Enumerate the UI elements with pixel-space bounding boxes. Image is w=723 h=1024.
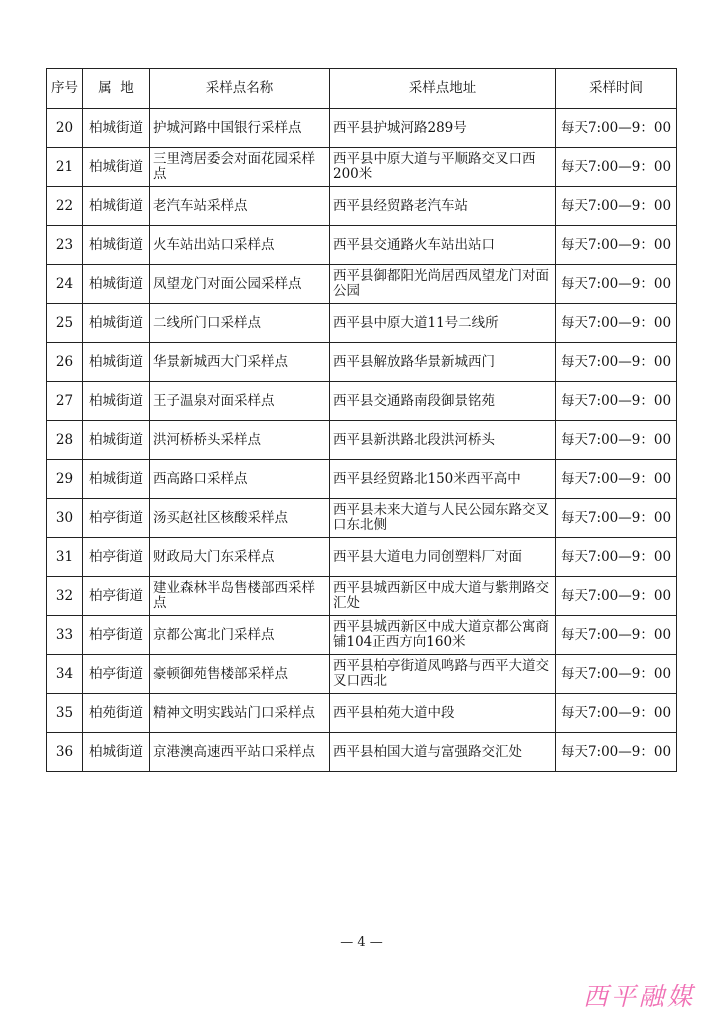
page-number: — 4 — xyxy=(340,935,383,950)
cell-number: 22 xyxy=(47,187,83,226)
cell-number: 31 xyxy=(47,538,83,577)
cell-site-name: 护城河路中国银行采样点 xyxy=(150,109,330,148)
cell-site-address: 西平县经贸路北150米西平高中 xyxy=(330,460,556,499)
cell-site-address: 西平县柏亭街道凤鸣路与西平大道交叉口西北 xyxy=(330,655,556,694)
cell-area: 柏亭街道 xyxy=(83,577,150,616)
table-row xyxy=(47,538,677,577)
sampling-sites-table xyxy=(46,68,677,772)
cell-site-address: 西平县柏国大道与富强路交汇处 xyxy=(330,733,556,772)
cell-area: 柏亭街道 xyxy=(83,499,150,538)
cell-number: 29 xyxy=(47,460,83,499)
cell-site-address: 西平县交通路火车站出站口 xyxy=(330,226,556,265)
cell-sampling-time: 每天7:00—9：00 xyxy=(556,577,677,616)
table-row xyxy=(47,460,677,499)
cell-number: 33 xyxy=(47,616,83,655)
cell-site-name: 京都公寓北门采样点 xyxy=(150,616,330,655)
table-row xyxy=(47,694,677,733)
cell-area: 柏亭街道 xyxy=(83,655,150,694)
header-no: 序号 xyxy=(47,69,83,109)
cell-area: 柏城街道 xyxy=(83,421,150,460)
table-row xyxy=(47,109,677,148)
table-row xyxy=(47,577,677,616)
cell-site-name: 汤买赵社区核酸采样点 xyxy=(150,499,330,538)
cell-sampling-time: 每天7:00—9：00 xyxy=(556,421,677,460)
cell-site-address: 西平县新洪路北段洪河桥头 xyxy=(330,421,556,460)
cell-sampling-time: 每天7:00—9：00 xyxy=(556,343,677,382)
cell-site-address: 西平县御都阳光尚居西凤望龙门对面公园 xyxy=(330,265,556,304)
table-row xyxy=(47,187,677,226)
table-row xyxy=(47,265,677,304)
cell-number: 21 xyxy=(47,148,83,187)
cell-sampling-time: 每天7:00—9：00 xyxy=(556,733,677,772)
cell-site-name: 华景新城西大门采样点 xyxy=(150,343,330,382)
table-row xyxy=(47,226,677,265)
cell-site-address: 西平县大道电力同创塑料厂对面 xyxy=(330,538,556,577)
table-row xyxy=(47,655,677,694)
cell-sampling-time: 每天7:00—9：00 xyxy=(556,460,677,499)
cell-site-address: 西平县未来大道与人民公园东路交叉口东北侧 xyxy=(330,499,556,538)
cell-sampling-time: 每天7:00—9：00 xyxy=(556,616,677,655)
cell-sampling-time: 每天7:00—9：00 xyxy=(556,148,677,187)
cell-sampling-time: 每天7:00—9：00 xyxy=(556,499,677,538)
cell-number: 34 xyxy=(47,655,83,694)
cell-site-address: 西平县解放路华景新城西门 xyxy=(330,343,556,382)
cell-sampling-time: 每天7:00—9：00 xyxy=(556,265,677,304)
header-area: 属 地 xyxy=(83,69,150,109)
cell-area: 柏城街道 xyxy=(83,148,150,187)
table-row xyxy=(47,304,677,343)
cell-sampling-time: 每天7:00—9：00 xyxy=(556,304,677,343)
cell-number: 25 xyxy=(47,304,83,343)
table-row xyxy=(47,499,677,538)
cell-number: 32 xyxy=(47,577,83,616)
cell-sampling-time: 每天7:00—9：00 xyxy=(556,382,677,421)
cell-site-address: 西平县交通路南段御景铭苑 xyxy=(330,382,556,421)
table-row xyxy=(47,616,677,655)
cell-site-name: 凤望龙门对面公园采样点 xyxy=(150,265,330,304)
cell-number: 24 xyxy=(47,265,83,304)
cell-area: 柏城街道 xyxy=(83,304,150,343)
header-site-address: 采样点地址 xyxy=(330,69,556,109)
cell-site-address: 西平县中原大道与平顺路交叉口西200米 xyxy=(330,148,556,187)
cell-number: 23 xyxy=(47,226,83,265)
table-row xyxy=(47,343,677,382)
cell-sampling-time: 每天7:00—9：00 xyxy=(556,226,677,265)
cell-site-address: 西平县中原大道11号二线所 xyxy=(330,304,556,343)
cell-site-name: 财政局大门东采样点 xyxy=(150,538,330,577)
cell-number: 35 xyxy=(47,694,83,733)
cell-site-name: 火车站出站口采样点 xyxy=(150,226,330,265)
cell-sampling-time: 每天7:00—9：00 xyxy=(556,655,677,694)
header-sampling-time: 采样时间 xyxy=(556,69,677,109)
cell-site-address: 西平县城西新区中成大道与紫荆路交汇处 xyxy=(330,577,556,616)
cell-site-name: 王子温泉对面采样点 xyxy=(150,382,330,421)
cell-number: 27 xyxy=(47,382,83,421)
cell-area: 柏城街道 xyxy=(83,382,150,421)
watermark-logo: 西平融媒 xyxy=(582,982,695,1011)
cell-area: 柏亭街道 xyxy=(83,538,150,577)
cell-sampling-time: 每天7:00—9：00 xyxy=(556,187,677,226)
table-body xyxy=(47,109,677,772)
cell-site-address: 西平县城西新区中成大道京都公寓商铺104正西方向160米 xyxy=(330,616,556,655)
cell-area: 柏城街道 xyxy=(83,343,150,382)
table-header-row xyxy=(47,69,677,109)
cell-area: 柏苑街道 xyxy=(83,694,150,733)
cell-number: 30 xyxy=(47,499,83,538)
cell-site-name: 建业森林半岛售楼部西采样点 xyxy=(150,577,330,616)
cell-site-name: 精神文明实践站门口采样点 xyxy=(150,694,330,733)
table-header xyxy=(47,69,677,109)
header-site-name: 采样点名称 xyxy=(150,69,330,109)
cell-site-name: 三里湾居委会对面花园采样点 xyxy=(150,148,330,187)
cell-area: 柏城街道 xyxy=(83,226,150,265)
cell-area: 柏城街道 xyxy=(83,265,150,304)
cell-site-name: 豪顿御苑售楼部采样点 xyxy=(150,655,330,694)
cell-site-name: 洪河桥桥头采样点 xyxy=(150,421,330,460)
cell-number: 28 xyxy=(47,421,83,460)
cell-site-address: 西平县经贸路老汽车站 xyxy=(330,187,556,226)
cell-site-name: 老汽车站采样点 xyxy=(150,187,330,226)
table-row xyxy=(47,733,677,772)
cell-area: 柏城街道 xyxy=(83,187,150,226)
cell-sampling-time: 每天7:00—9：00 xyxy=(556,538,677,577)
cell-sampling-time: 每天7:00—9：00 xyxy=(556,109,677,148)
table-row xyxy=(47,148,677,187)
cell-area: 柏城街道 xyxy=(83,109,150,148)
cell-site-address: 西平县护城河路289号 xyxy=(330,109,556,148)
cell-number: 36 xyxy=(47,733,83,772)
cell-site-name: 京港澳高速西平站口采样点 xyxy=(150,733,330,772)
cell-area: 柏城街道 xyxy=(83,460,150,499)
cell-site-address: 西平县柏苑大道中段 xyxy=(330,694,556,733)
cell-site-name: 二线所门口采样点 xyxy=(150,304,330,343)
table-row xyxy=(47,382,677,421)
table-row xyxy=(47,421,677,460)
cell-number: 26 xyxy=(47,343,83,382)
cell-site-name: 西高路口采样点 xyxy=(150,460,330,499)
cell-area: 柏亭街道 xyxy=(83,616,150,655)
cell-area: 柏城街道 xyxy=(83,733,150,772)
cell-sampling-time: 每天7:00—9：00 xyxy=(556,694,677,733)
cell-number: 20 xyxy=(47,109,83,148)
